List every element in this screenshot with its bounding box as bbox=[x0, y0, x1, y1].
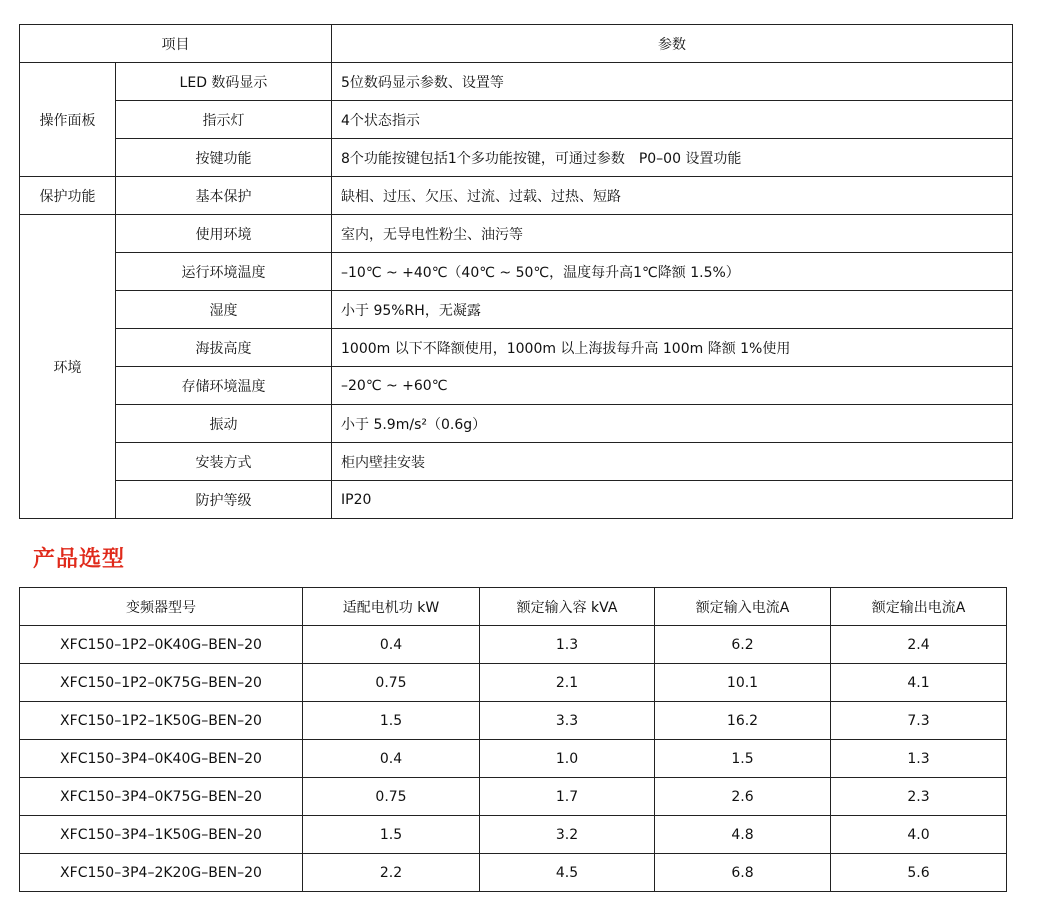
table-row bbox=[20, 778, 1007, 816]
spec-param: 室内，无导电性粉尘、油污等 bbox=[332, 215, 1013, 253]
header-model: 变频器型号 bbox=[20, 588, 303, 626]
spec-row bbox=[20, 291, 1013, 329]
header-output-current: 额定输出电流A bbox=[831, 588, 1007, 626]
header-item: 项目 bbox=[20, 25, 332, 63]
spec-item: 按键功能 bbox=[116, 139, 332, 177]
table-row bbox=[20, 664, 1007, 702]
group-environment: 环境 bbox=[20, 215, 116, 519]
capacity-cell: 1.3 bbox=[480, 626, 655, 664]
input-current-cell: 10.1 bbox=[655, 664, 831, 702]
power-cell: 0.4 bbox=[303, 740, 480, 778]
power-cell: 0.4 bbox=[303, 626, 480, 664]
model-cell: XFC150–1P2–1K50G–BEN–20 bbox=[20, 702, 303, 740]
capacity-cell: 4.5 bbox=[480, 854, 655, 892]
spec-param: 8个功能按键包括1个多功能按键，可通过参数 P0–00 设置功能 bbox=[332, 139, 1013, 177]
model-table bbox=[19, 587, 1007, 892]
spec-row bbox=[20, 253, 1013, 291]
model-cell: XFC150–3P4–0K75G–BEN–20 bbox=[20, 778, 303, 816]
spec-row bbox=[20, 443, 1013, 481]
spec-item: 存储环境温度 bbox=[116, 367, 332, 405]
spec-row bbox=[20, 101, 1013, 139]
power-cell: 0.75 bbox=[303, 778, 480, 816]
spec-item: 防护等级 bbox=[116, 481, 332, 519]
spec-param: 5位数码显示参数、设置等 bbox=[332, 63, 1013, 101]
power-cell: 2.2 bbox=[303, 854, 480, 892]
output-current-cell: 1.3 bbox=[831, 740, 1007, 778]
table-row bbox=[20, 626, 1007, 664]
spec-param: –20℃ ~ +60℃ bbox=[332, 367, 1013, 405]
spec-param: –10℃ ~ +40℃（40℃ ~ 50℃，温度每升高1℃降额 1.5%） bbox=[332, 253, 1013, 291]
section-title: 产品选型 bbox=[33, 547, 126, 572]
output-current-cell: 2.4 bbox=[831, 626, 1007, 664]
spec-row bbox=[20, 367, 1013, 405]
power-cell: 1.5 bbox=[303, 816, 480, 854]
model-header-row bbox=[20, 588, 1007, 626]
spec-param: 缺相、过压、欠压、过流、过载、过热、短路 bbox=[332, 177, 1013, 215]
input-current-cell: 1.5 bbox=[655, 740, 831, 778]
spec-item: 振动 bbox=[116, 405, 332, 443]
spec-item: 海拔高度 bbox=[116, 329, 332, 367]
spec-param: 小于 5.9m/s²（0.6g） bbox=[332, 405, 1013, 443]
power-cell: 1.5 bbox=[303, 702, 480, 740]
table-row bbox=[20, 854, 1007, 892]
group-protection: 保护功能 bbox=[20, 177, 116, 215]
input-current-cell: 6.8 bbox=[655, 854, 831, 892]
input-current-cell: 6.2 bbox=[655, 626, 831, 664]
model-cell: XFC150–3P4–2K20G–BEN–20 bbox=[20, 854, 303, 892]
spec-param: 柜内壁挂安装 bbox=[332, 443, 1013, 481]
capacity-cell: 1.0 bbox=[480, 740, 655, 778]
header-param: 参数 bbox=[332, 25, 1013, 63]
spec-header-row bbox=[20, 25, 1013, 63]
spec-row bbox=[20, 405, 1013, 443]
spec-param: IP20 bbox=[332, 481, 1013, 519]
spec-row bbox=[20, 139, 1013, 177]
table-row bbox=[20, 740, 1007, 778]
capacity-cell: 3.3 bbox=[480, 702, 655, 740]
model-cell: XFC150–3P4–0K40G–BEN–20 bbox=[20, 740, 303, 778]
model-cell: XFC150–3P4–1K50G–BEN–20 bbox=[20, 816, 303, 854]
output-current-cell: 5.6 bbox=[831, 854, 1007, 892]
spec-param: 小于 95%RH，无凝露 bbox=[332, 291, 1013, 329]
header-input-current: 额定输入电流A bbox=[655, 588, 831, 626]
table-row bbox=[20, 702, 1007, 740]
output-current-cell: 7.3 bbox=[831, 702, 1007, 740]
output-current-cell: 4.0 bbox=[831, 816, 1007, 854]
output-current-cell: 2.3 bbox=[831, 778, 1007, 816]
spec-row bbox=[20, 215, 1013, 253]
table-row bbox=[20, 816, 1007, 854]
group-panel: 操作面板 bbox=[20, 63, 116, 177]
output-current-cell: 4.1 bbox=[831, 664, 1007, 702]
input-current-cell: 2.6 bbox=[655, 778, 831, 816]
header-input-capacity: 额定输入容 kVA bbox=[480, 588, 655, 626]
input-current-cell: 4.8 bbox=[655, 816, 831, 854]
input-current-cell: 16.2 bbox=[655, 702, 831, 740]
spec-item: 使用环境 bbox=[116, 215, 332, 253]
spec-row bbox=[20, 329, 1013, 367]
spec-item: 基本保护 bbox=[116, 177, 332, 215]
spec-item: 运行环境温度 bbox=[116, 253, 332, 291]
spec-item: 湿度 bbox=[116, 291, 332, 329]
header-motor-power: 适配电机功 kW bbox=[303, 588, 480, 626]
power-cell: 0.75 bbox=[303, 664, 480, 702]
spec-table bbox=[19, 24, 1013, 519]
spec-param: 4个状态指示 bbox=[332, 101, 1013, 139]
capacity-cell: 2.1 bbox=[480, 664, 655, 702]
capacity-cell: 1.7 bbox=[480, 778, 655, 816]
spec-item: 指示灯 bbox=[116, 101, 332, 139]
capacity-cell: 3.2 bbox=[480, 816, 655, 854]
spec-item: 安装方式 bbox=[116, 443, 332, 481]
spec-param: 1000m 以下不降额使用，1000m 以上海拔每升高 100m 降额 1%使用 bbox=[332, 329, 1013, 367]
spec-row bbox=[20, 481, 1013, 519]
model-cell: XFC150–1P2–0K75G–BEN–20 bbox=[20, 664, 303, 702]
spec-row bbox=[20, 177, 1013, 215]
model-cell: XFC150–1P2–0K40G–BEN–20 bbox=[20, 626, 303, 664]
spec-item: LED 数码显示 bbox=[116, 63, 332, 101]
spec-row bbox=[20, 63, 1013, 101]
